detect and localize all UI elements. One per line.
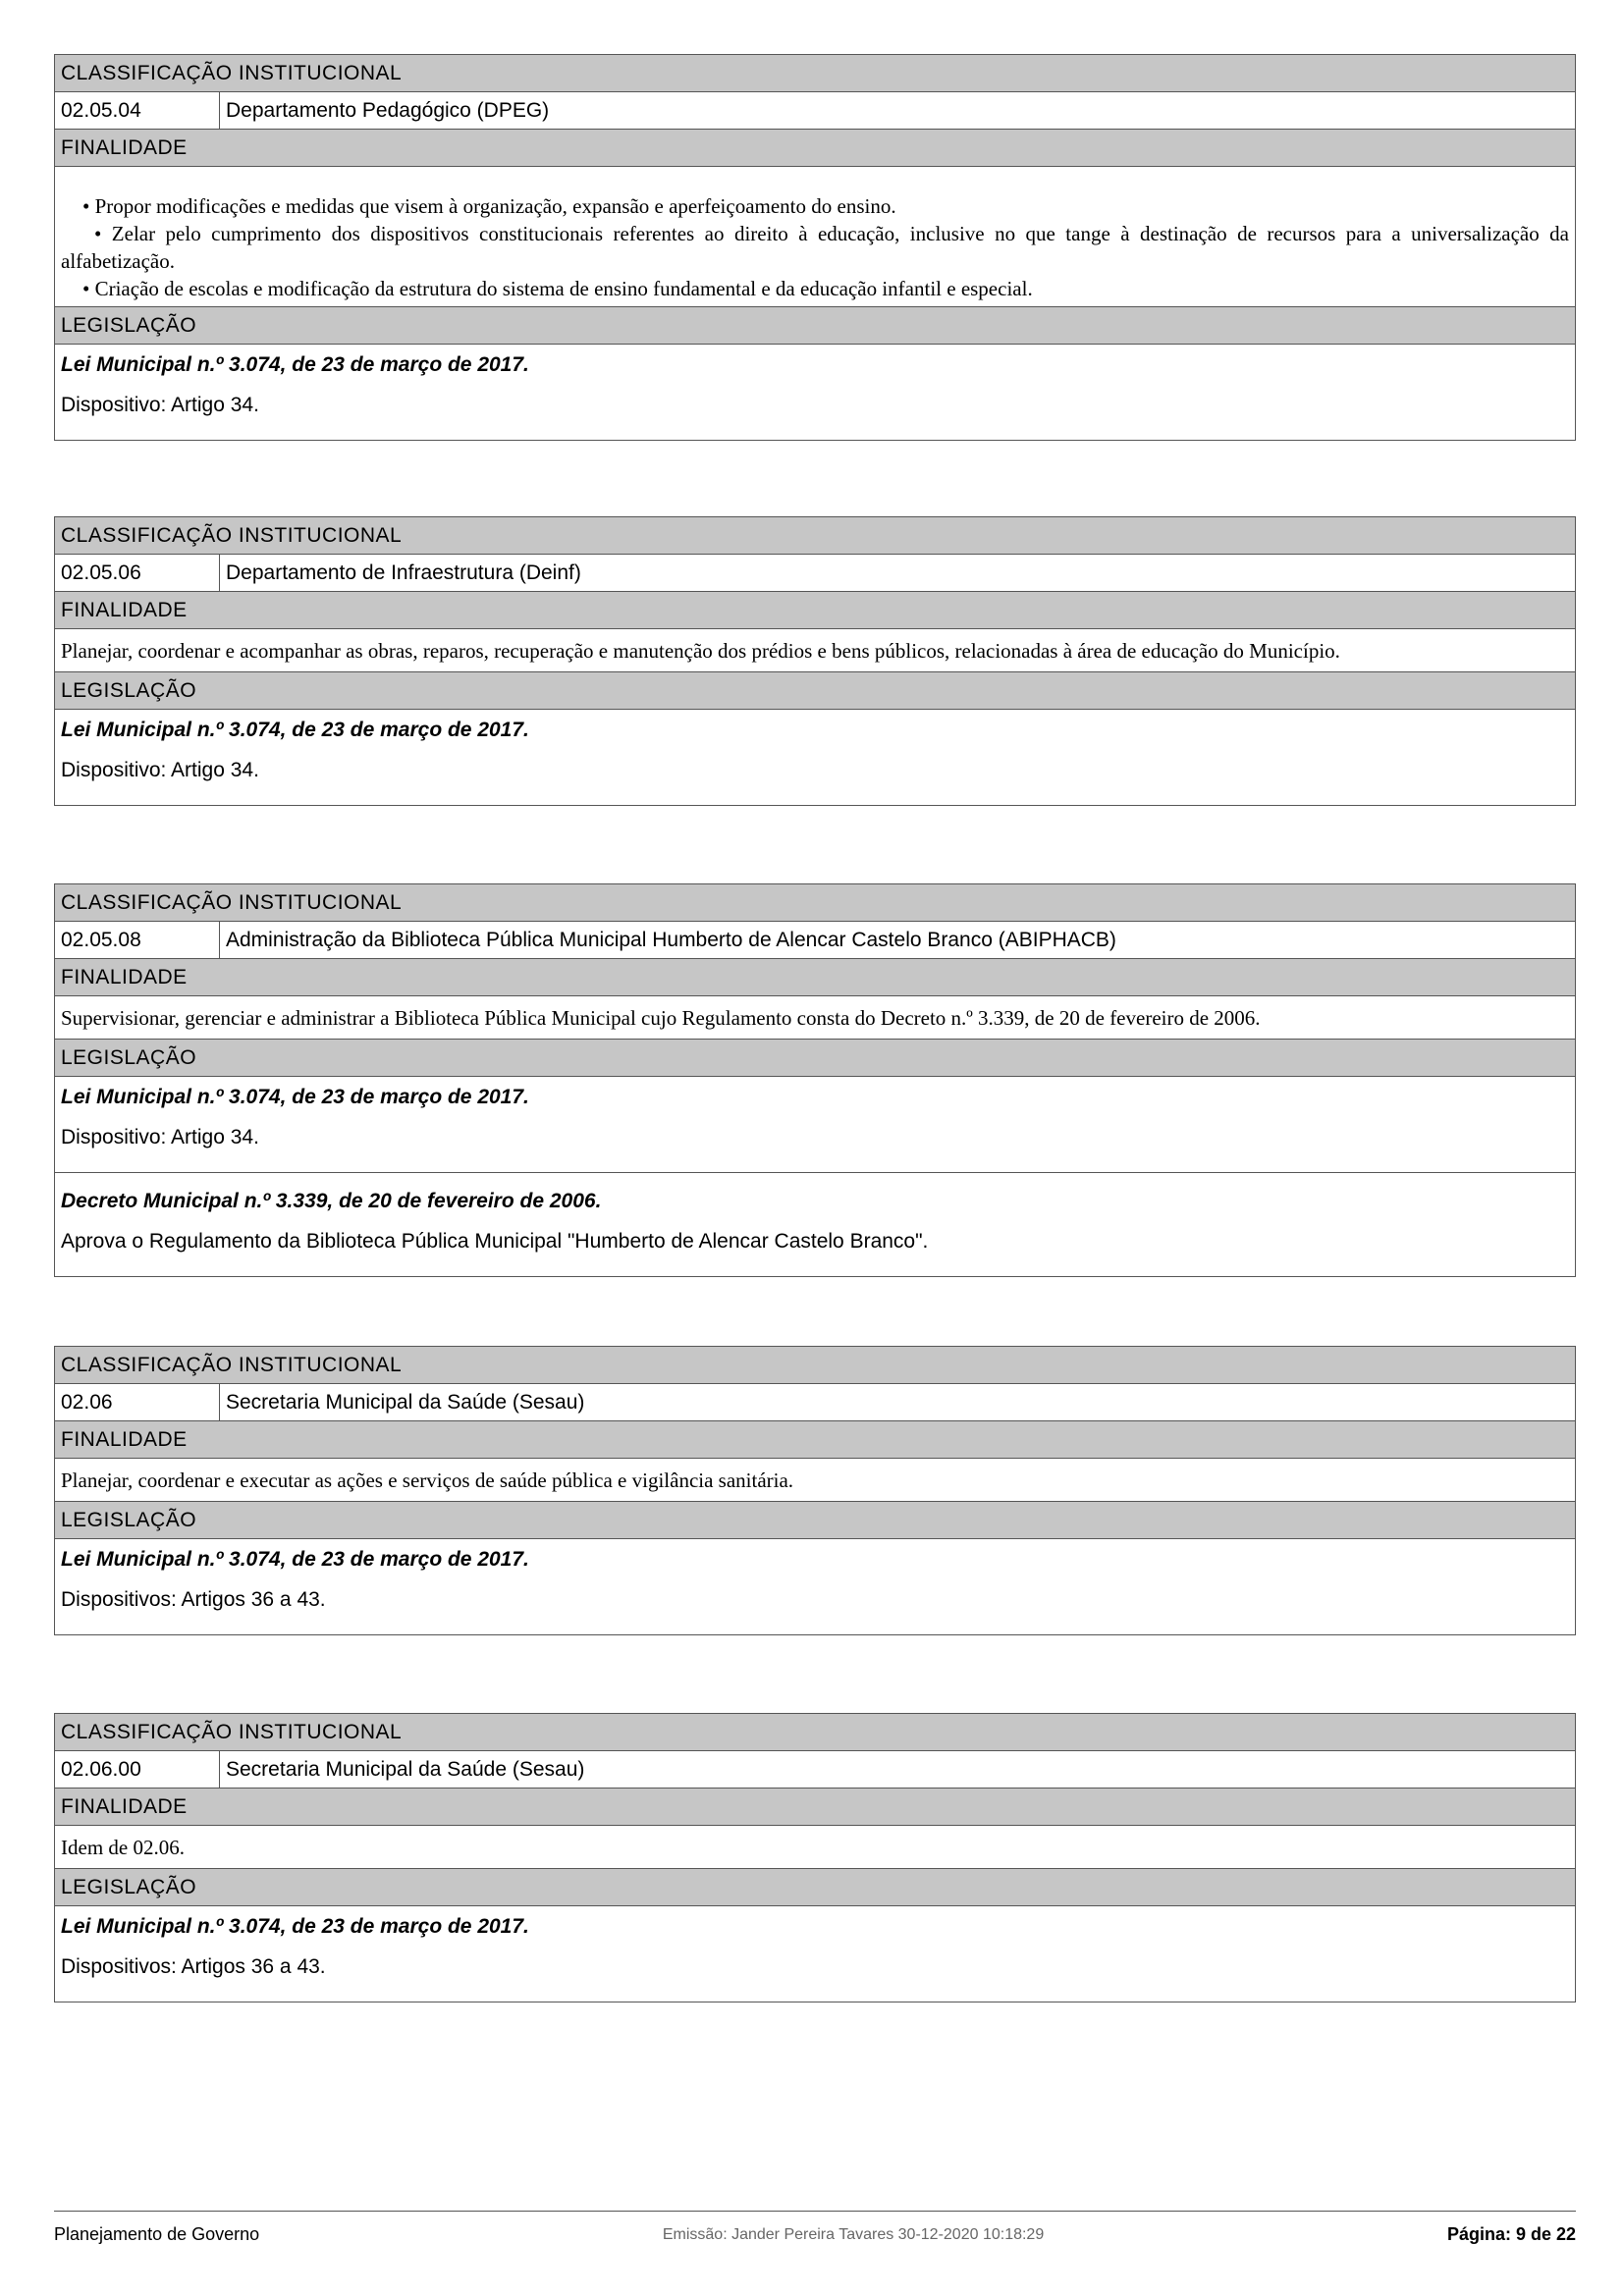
legislacao-header: LEGISLAÇÃO [55,1869,1575,1906]
law-title: Lei Municipal n.º 3.074, de 23 de março de 2017. [61,719,529,741]
finalidade-item: • Criação de escolas e modificação da estrutura do sistema de ensino fundamental e da educação infantil e especial. [82,277,1033,300]
law-description: Dispositivo: Artigo 34. [61,759,259,781]
law-title: Lei Municipal n.º 3.074, de 23 de março de 2017. [61,353,529,376]
finalidade-text: Idem de 02.06. [55,1826,1575,1869]
legislacao-header: LEGISLAÇÃO [55,1040,1575,1077]
classification-code: 02.06 [55,1384,220,1420]
section-header: CLASSIFICAÇÃO INSTITUCIONAL [55,55,1575,92]
classification-block [54,54,1576,441]
law-description: Dispositivo: Artigo 34. [61,394,259,416]
law-entry [55,345,1575,440]
finalidade-list [55,167,1575,307]
finalidade-text: Supervisionar, gerenciar e administrar a Biblioteca Pública Municipal cujo Regulamento consta do Decreto n.º 3.339, de 20 de fevereiro de 2006. [55,996,1575,1040]
finalidade-header: FINALIDADE [55,592,1575,629]
section-header: CLASSIFICAÇÃO INSTITUCIONAL [55,884,1575,922]
classification-block [54,1713,1576,2002]
classification-name: Departamento Pedagógico (DPEG) [226,99,550,122]
law-entry [55,1077,1575,1173]
code-row [55,1751,1575,1789]
law-description: Dispositivos: Artigos 36 a 43. [61,1955,326,1978]
classification-name: Administração da Biblioteca Pública Municipal Humberto de Alencar Castelo Branco (ABIPHACB) [226,929,1116,951]
law-title: Lei Municipal n.º 3.074, de 23 de março de 2017. [61,1548,529,1571]
law-title: Lei Municipal n.º 3.074, de 23 de março de 2017. [61,1086,529,1108]
law-description: Dispositivo: Artigo 34. [61,1126,259,1148]
finalidade-text: Planejar, coordenar e executar as ações e serviços de saúde pública e vigilância sanitária. [55,1459,1575,1502]
code-row [55,555,1575,592]
classification-code: 02.05.06 [55,555,220,591]
classification-name: Secretaria Municipal da Saúde (Sesau) [226,1758,585,1781]
legislacao-header: LEGISLAÇÃO [55,307,1575,345]
page-footer [54,2211,1576,2250]
classification-block [54,883,1576,1277]
section-header: CLASSIFICAÇÃO INSTITUCIONAL [55,1347,1575,1384]
section-header: CLASSIFICAÇÃO INSTITUCIONAL [55,517,1575,555]
code-row [55,922,1575,959]
law-entry [55,1539,1575,1634]
footer-title: Planejamento de Governo [54,2224,260,2244]
finalidade-header: FINALIDADE [55,959,1575,996]
page-number: Página: 9 de 22 [1446,2224,1576,2244]
classification-code: 02.06.00 [55,1751,220,1788]
law-title: Lei Municipal n.º 3.074, de 23 de março de 2017. [61,1915,529,1938]
classification-block [54,516,1576,806]
finalidade-item: • Zelar pelo cumprimento dos dispositivos constitucionais referentes ao direito à educação, inclusive no que tange à destinação de recursos para a universalização da alfabetização. [61,222,1569,273]
law-description: Aprova o Regulamento da Biblioteca Pública Municipal "Humberto de Alencar Castelo Branco". [61,1230,929,1253]
legislacao-header: LEGISLAÇÃO [55,672,1575,710]
classification-code: 02.05.04 [55,92,220,129]
classification-code: 02.05.08 [55,922,220,958]
classification-block [54,1346,1576,1635]
finalidade-header: FINALIDADE [55,1421,1575,1459]
legislacao-header: LEGISLAÇÃO [55,1502,1575,1539]
law-title: Decreto Municipal n.º 3.339, de 20 de fevereiro de 2006. [61,1190,602,1212]
code-row [55,1384,1575,1421]
footer-emission: Emissão: Jander Pereira Tavares 30-12-2020 10:18:29 [662,2225,1045,2243]
classification-name: Secretaria Municipal da Saúde (Sesau) [226,1391,585,1414]
law-entry [55,1173,1575,1276]
finalidade-item: • Propor modificações e medidas que visem à organização, expansão e aperfeiçoamento do ensino. [82,194,896,218]
classification-name: Departamento de Infraestrutura (Deinf) [226,561,581,584]
finalidade-header: FINALIDADE [55,130,1575,167]
law-entry [55,1906,1575,2002]
finalidade-text: Planejar, coordenar e acompanhar as obras, reparos, recuperação e manutenção dos prédios e bens públicos, relacionadas à área de educação do Município. [55,629,1575,672]
law-entry [55,710,1575,805]
finalidade-header: FINALIDADE [55,1789,1575,1826]
code-row [55,92,1575,130]
section-header: CLASSIFICAÇÃO INSTITUCIONAL [55,1714,1575,1751]
law-description: Dispositivos: Artigos 36 a 43. [61,1588,326,1611]
